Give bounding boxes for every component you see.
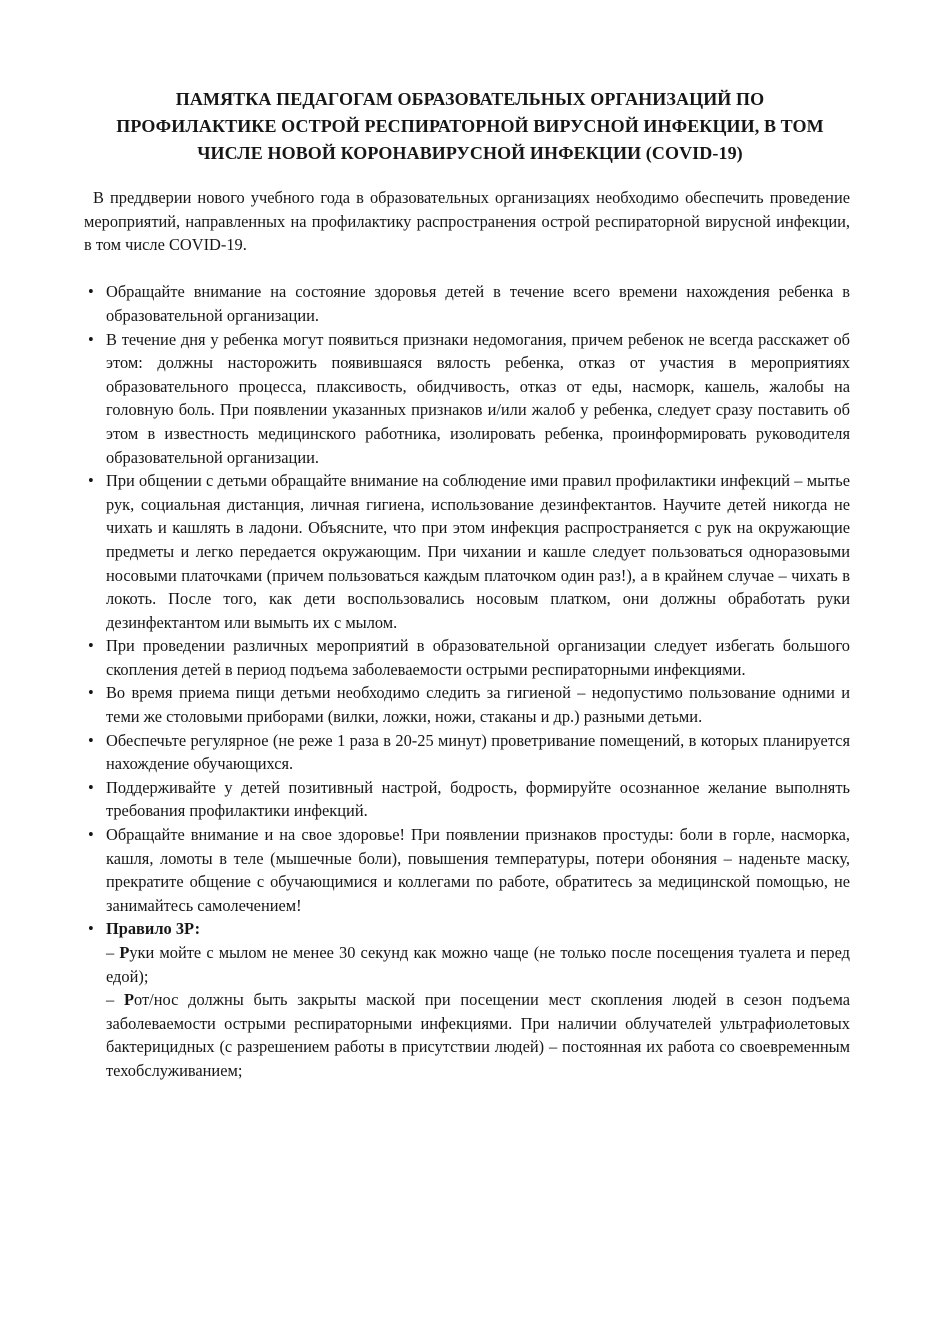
rule-sub-text: от/нос должны быть закрыты маской при посещении мест скопления людей в сезон подъема заболеваемости острыми респираторными инфекциями. При наличии облучателей ультрафиолетовых бактерицидных (с разрешением работы в присутствии людей) – постоянная их работа со своевременным техобслуживанием; [106,990,850,1080]
list-item [88,729,850,776]
list-item [88,823,850,917]
list-item-text: Во время приема пищи детьми необходимо следить за гигиеной – недопустимо пользование одними и теми же столовыми приборами (вилки, ложки, ножи, стаканы и др.) разными детьми. [106,683,850,727]
list-item [88,634,850,681]
list-item [88,280,850,327]
list-item [88,776,850,823]
list-item-text: При общении с детьми обращайте внимание на соблюдение ими правил профилактики инфекций – мытье рук, социальная дистанция, личная гигиена, использование дезинфектантов. Научите детей никогда не чихать и кашлять в ладони. Объясните, что при этом инфекция распространяется с рук на окружающие предметы и легко передается окружающим. При чихании и кашле следует пользоваться одноразовыми носовыми платочками (причем пользоваться каждым платочком один раз!), а в крайнем случае – чихать в локоть. После того, как дети воспользовались носовым платком, они должны обработать руки дезинфектантом или вымыть их с мылом. [106,471,850,632]
rule-sub-item [106,941,850,988]
list-item [88,681,850,728]
bullet-icon: • [88,825,94,845]
rule-sub-item [106,988,850,1082]
document-title [70,86,870,167]
bullet-icon: • [88,282,94,302]
list-item-text: При проведении различных мероприятий в образовательной организации следует избегать большого скопления детей в период подъема заболеваемости острыми респираторными инфекциями. [106,636,850,679]
bullet-list [88,280,850,1082]
rule-sub-dash: – [106,990,124,1010]
intro-paragraph: В преддверии нового учебного года в образовательных организациях необходимо обеспечить проведение мероприятий, направленных на профилактику распространения острой респираторной вирусной инфекции, в том числе COVID-19. [84,188,850,255]
title-line: ПАМЯТКА ПЕДАГОГАМ ОБРАЗОВАТЕЛЬНЫХ ОРГАНИЗАЦИЙ ПО [175,89,765,109]
list-item-text: Обеспечьте регулярное (не реже 1 раза в 20-25 минут) проветривание помещений, в которых планируется нахождение обучающихся. [106,730,850,774]
rule-sub-dash: – [106,943,120,962]
list-item [88,469,850,634]
bullet-icon: • [88,919,94,939]
rule-sub-text: уки мойте с мылом не менее 30 секунд как можно чаще (не только после посещения туалета и перед едой); [106,943,850,986]
list-item [88,328,850,470]
bullet-icon: • [88,683,94,703]
title-line: ПРОФИЛАКТИКЕ ОСТРОЙ РЕСПИРАТОРНОЙ ВИРУСНОЙ ИНФЕКЦИИ, В ТОМ [116,116,824,136]
list-item-rule-3r [88,917,850,1082]
bullet-icon: • [88,777,94,797]
list-item-text: Обращайте внимание и на свое здоровье! При появлении признаков простуды: боли в горле, насморка, кашля, ломоты в теле (мышечные боли), повышения температуры, потери обоняния – наденьте маску, прекратите общение с обучающимися и коллегами по работе, обратитесь за медицинской помощью, не занимайтесь самолечением! [106,825,850,915]
bullet-icon: • [88,329,94,349]
rule-3r-label: Правило 3Р: [106,919,201,939]
list-item-text: В течение дня у ребенка могут появиться признаки недомогания, причем ребенок не всегда расскажет об этом: должны насторожить появившаяся вялость ребенка, отказ от участия в мероприятиях образовательного процесса, плаксивость, обидчивость, отказ от еды, насморк, кашель, жалобы на головную боль. При появлении указанных признаков и/или жалоб у ребенка, следует сразу поставить об этом в известность медицинского работника, изолировать ребенка, проинформировать руководителя образовательной организации. [106,329,850,467]
title-line: ЧИСЛЕ НОВОЙ КОРОНАВИРУСНОЙ ИНФЕКЦИИ (COVID-19) [197,143,743,163]
bullet-icon: • [88,730,94,750]
list-item-text: Поддерживайте у детей позитивный настрой, бодрость, формируйте осознанное желание выполнять требования профилактики инфекций. [106,777,850,821]
bullet-icon: • [88,471,94,491]
rule-sub-bold-letter: Р [119,943,130,962]
list-item-text: Обращайте внимание на состояние здоровья детей в течение всего времени нахождения ребенка в образовательной организации. [106,282,850,325]
bullet-icon: • [88,636,94,656]
rule-sub-bold-letter: Р [123,990,134,1010]
